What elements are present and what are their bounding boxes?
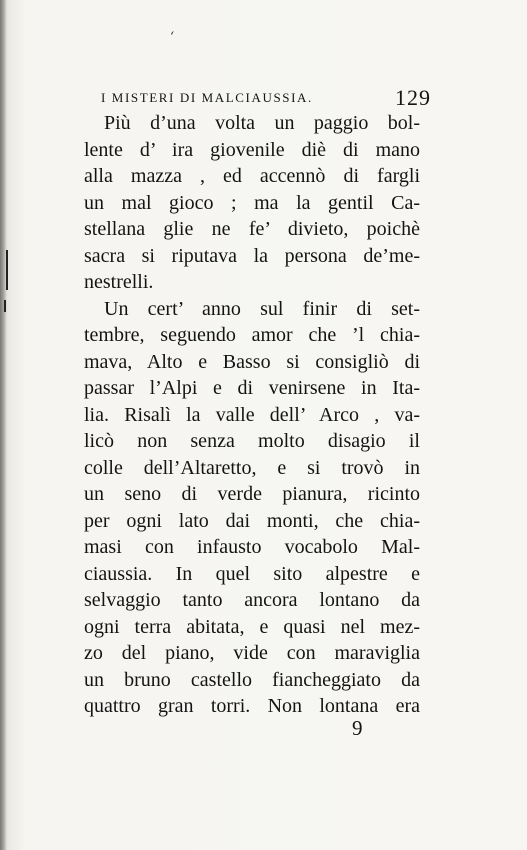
text-line: Un cert’ anno sul finir di set-	[104, 297, 420, 320]
running-head-title: I MISTERI DI MALCIAUSSIA.	[101, 90, 313, 105]
text-line: per ogni lato dai monti, che chia-	[84, 509, 420, 532]
text-line: lia. Risalì la valle dell’ Arco , va-	[84, 403, 420, 426]
text-line: lente d’ ira giovenile diè di mano	[84, 138, 420, 161]
text-line: nestrelli.	[84, 271, 154, 293]
text-line: licò non senza molto disagio il	[84, 430, 420, 452]
text-line: quattro gran torri. Non lontana era	[84, 695, 420, 717]
text-line: un mal gioco ; ma la gentil Ca-	[84, 191, 420, 214]
signature-mark: 9	[352, 716, 363, 740]
text-line: un bruno castello fiancheggiato da	[84, 668, 420, 691]
text-line: mava, Alto e Basso si consigliò di	[84, 350, 420, 373]
text-line: alla mazza , ed accennò di fargli	[84, 165, 420, 187]
text-line: stellana glie ne fe’ divieto, poichè	[84, 218, 420, 240]
text-line: tembre, seguendo amor che ’l chia-	[84, 324, 420, 346]
text-line: passar l’Alpi e di venirsene in Ita-	[84, 377, 420, 399]
body-text	[84, 110, 420, 720]
text-line: Più d’una volta un paggio bol-	[104, 112, 420, 134]
text-line: ogni terra abitata, e quasi nel mez-	[84, 615, 420, 638]
edge-mark	[6, 250, 8, 290]
text-line: colle dell’Altaretto, e si trovò in	[84, 456, 420, 479]
page-number: 129	[395, 85, 431, 110]
text-line: sacra si riputava la persona de’me-	[84, 244, 420, 267]
text-line: selvaggio tanto ancora lontano da	[84, 589, 420, 611]
text-line: masi con infausto vocabolo Mal-	[84, 536, 420, 558]
page-spine-shadow	[0, 0, 7, 850]
edge-mark	[4, 300, 6, 312]
running-head	[101, 85, 431, 110]
text-line: ciaussia. In quel sito alpestre e	[84, 562, 420, 585]
top-ink-mark: ʻ	[170, 30, 175, 45]
text-line: zo del piano, vide con maraviglia	[84, 642, 420, 664]
text-line: un seno di verde pianura, ricinto	[84, 483, 420, 505]
